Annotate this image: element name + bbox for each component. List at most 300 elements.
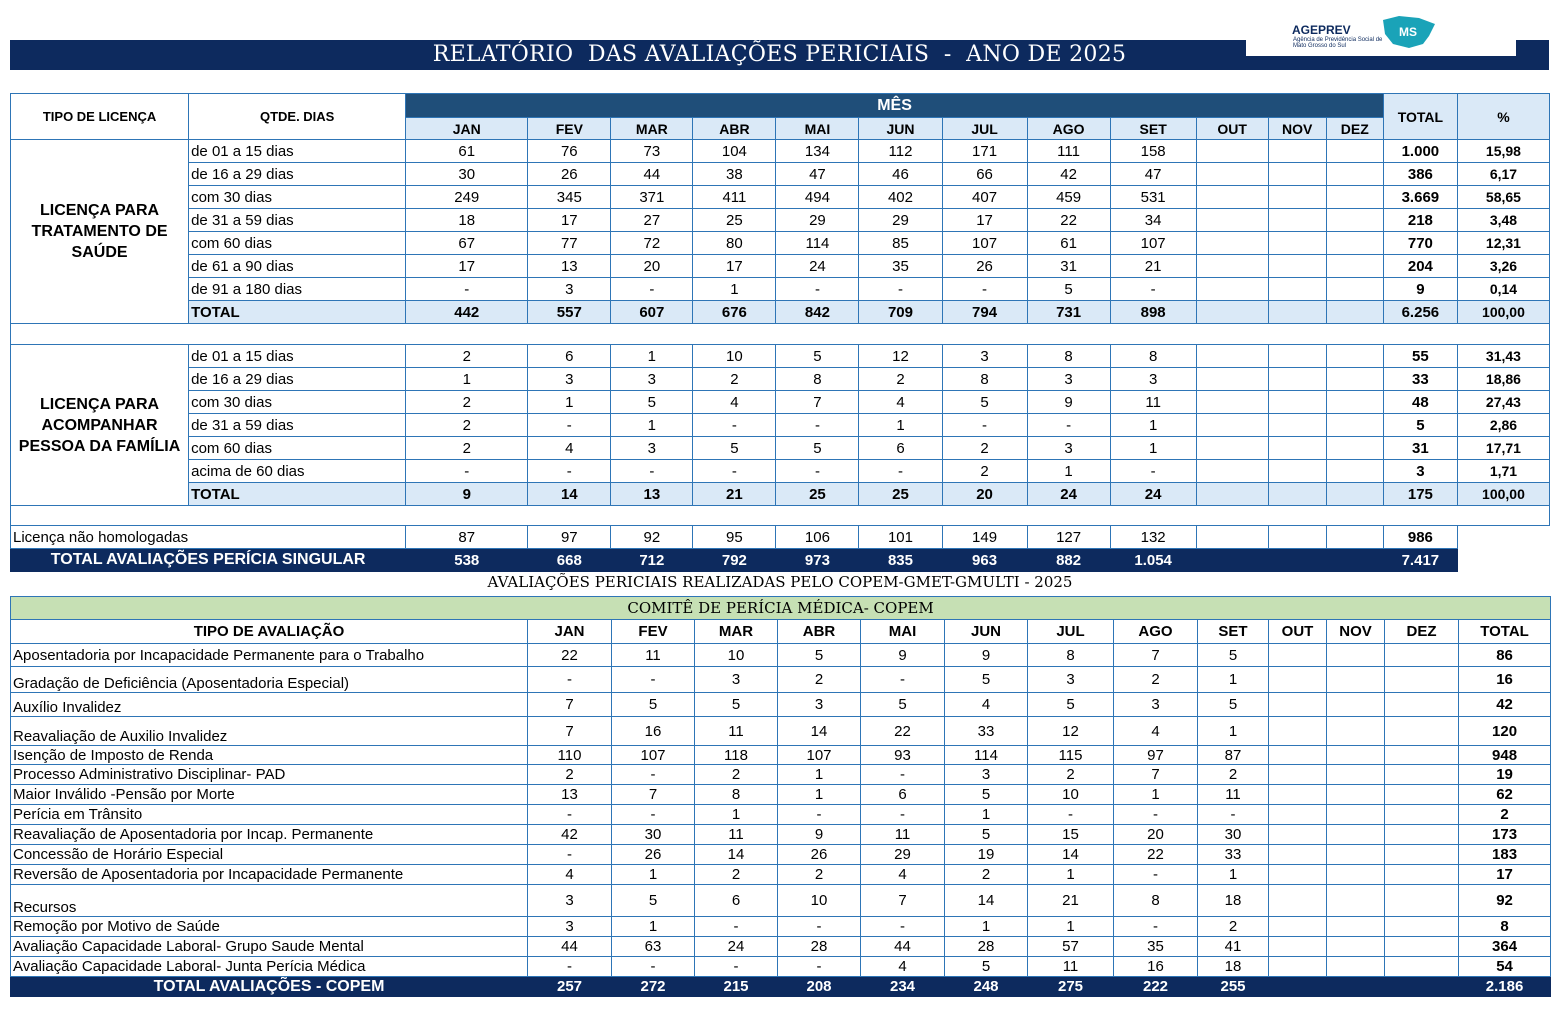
value-cell: [1326, 437, 1383, 460]
value-cell: 14: [945, 885, 1028, 917]
value-cell: 112: [859, 140, 942, 163]
value-cell: 22: [528, 644, 612, 667]
value-cell: 17: [942, 209, 1027, 232]
value-cell: -: [611, 460, 693, 483]
row-label: Maior Inválido -Pensão por Morte: [11, 785, 528, 805]
value-cell: 3: [1114, 693, 1198, 717]
value-cell: 5: [612, 693, 695, 717]
value-cell: 9: [861, 644, 945, 667]
value-cell: [1269, 785, 1327, 805]
value-cell: 47: [1110, 163, 1196, 186]
value-cell: 16: [612, 717, 695, 746]
month-header: MAR: [611, 118, 693, 140]
row-pct: 0,14: [1457, 278, 1549, 301]
value-cell: [1327, 805, 1385, 825]
value-cell: [1268, 368, 1326, 391]
value-cell: 2: [406, 345, 528, 368]
row-label: Licença não homologadas: [11, 526, 406, 549]
row-total: 364: [1459, 937, 1551, 957]
total-pct: 100,00: [1457, 301, 1549, 324]
row-label: com 60 dias: [189, 232, 406, 255]
total-value: 208: [778, 977, 861, 997]
header-tipo: TIPO DE LICENÇA: [11, 94, 189, 140]
value-cell: [1269, 917, 1327, 937]
row-pct: 1,71: [1457, 460, 1549, 483]
value-cell: 2: [1028, 765, 1114, 785]
value-cell: 2: [942, 460, 1027, 483]
value-cell: 2: [406, 414, 528, 437]
value-cell: 5: [1027, 278, 1110, 301]
value-cell: 11: [1110, 391, 1196, 414]
value-cell: 87: [1198, 746, 1269, 765]
header-total: TOTAL: [1383, 94, 1457, 140]
row-label: com 30 dias: [189, 391, 406, 414]
value-cell: 28: [778, 937, 861, 957]
month-header: ABR: [693, 118, 776, 140]
value-cell: 22: [1027, 209, 1110, 232]
total-value: 792: [693, 549, 776, 572]
value-cell: -: [612, 957, 695, 977]
value-cell: -: [778, 805, 861, 825]
value-cell: -: [1114, 917, 1198, 937]
value-cell: 8: [695, 785, 778, 805]
total-value: 234: [861, 977, 945, 997]
value-cell: 17: [693, 255, 776, 278]
value-cell: 4: [859, 391, 942, 414]
value-cell: [1268, 526, 1326, 549]
value-cell: 21: [1110, 255, 1196, 278]
row-label: de 91 a 180 dias: [189, 278, 406, 301]
value-cell: 4: [528, 437, 611, 460]
value-cell: 44: [861, 937, 945, 957]
value-cell: [1196, 368, 1268, 391]
value-cell: 1: [695, 805, 778, 825]
month-header: MAI: [861, 620, 945, 644]
value-cell: 80: [693, 232, 776, 255]
value-cell: [1326, 460, 1383, 483]
total-value: [1326, 301, 1383, 324]
row-label: Aposentadoria por Incapacidade Permanente para o Trabalho: [11, 644, 528, 667]
value-cell: [1269, 693, 1327, 717]
value-cell: 44: [611, 163, 693, 186]
value-cell: [1327, 644, 1385, 667]
total-value: [1268, 549, 1326, 572]
value-cell: [1326, 255, 1383, 278]
value-cell: -: [776, 460, 859, 483]
row-total: 986: [1383, 526, 1457, 549]
total-value: 709: [859, 301, 942, 324]
value-cell: -: [1110, 278, 1196, 301]
copem-subtitle: AVALIAÇÕES PERICIAIS REALIZADAS PELO COPEM-GMET-GMULTI - 2025: [487, 573, 1073, 591]
value-cell: 8: [1027, 345, 1110, 368]
row-total: 16: [1459, 667, 1551, 693]
row-total: 48: [1383, 391, 1457, 414]
total-value: 842: [776, 301, 859, 324]
month-header: FEV: [612, 620, 695, 644]
value-cell: 41: [1198, 937, 1269, 957]
total-value: 442: [406, 301, 528, 324]
total-value: 963: [942, 549, 1027, 572]
total-value: 835: [859, 549, 942, 572]
value-cell: 2: [693, 368, 776, 391]
row-total: 17: [1459, 865, 1551, 885]
month-header: AGO: [1027, 118, 1110, 140]
value-cell: 5: [945, 957, 1028, 977]
value-cell: 118: [695, 746, 778, 765]
value-cell: [1326, 345, 1383, 368]
value-cell: [1196, 232, 1268, 255]
value-cell: 7: [1114, 765, 1198, 785]
value-cell: 8: [1110, 345, 1196, 368]
value-cell: [1196, 140, 1268, 163]
value-cell: [1269, 765, 1327, 785]
value-cell: 106: [776, 526, 859, 549]
total-value: 24: [1110, 483, 1196, 506]
value-cell: 26: [528, 163, 611, 186]
total-value: 24: [1027, 483, 1110, 506]
value-cell: [1269, 805, 1327, 825]
value-cell: [1196, 414, 1268, 437]
value-cell: [1326, 526, 1383, 549]
total-value: 712: [611, 549, 693, 572]
grand-total: 175: [1383, 483, 1457, 506]
value-cell: 6: [859, 437, 942, 460]
month-header: SET: [1110, 118, 1196, 140]
value-cell: 33: [945, 717, 1028, 746]
value-cell: 12: [859, 345, 942, 368]
value-cell: 171: [942, 140, 1027, 163]
value-cell: [1385, 746, 1459, 765]
value-cell: 31: [1027, 255, 1110, 278]
value-cell: 30: [1198, 825, 1269, 845]
total-value: 255: [1198, 977, 1269, 997]
value-cell: [1268, 209, 1326, 232]
value-cell: 29: [859, 209, 942, 232]
value-cell: [1326, 414, 1383, 437]
table-row: [11, 667, 1551, 693]
value-cell: -: [859, 278, 942, 301]
value-cell: 85: [859, 232, 942, 255]
value-cell: -: [776, 414, 859, 437]
value-cell: 107: [778, 746, 861, 765]
value-cell: 18: [1198, 885, 1269, 917]
total-value: 222: [1114, 977, 1198, 997]
value-cell: 11: [861, 825, 945, 845]
value-cell: 16: [1114, 957, 1198, 977]
value-cell: 46: [859, 163, 942, 186]
spacer-cell: [11, 324, 1550, 345]
table-row: [11, 825, 1551, 845]
value-cell: 42: [528, 825, 612, 845]
table-row: [11, 937, 1551, 957]
row-total: 948: [1459, 746, 1551, 765]
value-cell: 63: [612, 937, 695, 957]
row-pct: 3,48: [1457, 209, 1549, 232]
value-cell: [1326, 278, 1383, 301]
value-cell: [1268, 391, 1326, 414]
value-cell: 44: [528, 937, 612, 957]
value-cell: 371: [611, 186, 693, 209]
total-row: [11, 301, 1550, 324]
value-cell: 3: [611, 368, 693, 391]
total-value: 898: [1110, 301, 1196, 324]
value-cell: 6: [528, 345, 611, 368]
value-cell: [1327, 917, 1385, 937]
row-total: 54: [1459, 957, 1551, 977]
value-cell: 101: [859, 526, 942, 549]
value-cell: 1: [1028, 865, 1114, 885]
row-label: Reavaliação de Auxilio Invalidez: [11, 717, 528, 746]
row-total: 5: [1383, 414, 1457, 437]
value-cell: [1268, 163, 1326, 186]
row-pct: 15,98: [1457, 140, 1549, 163]
row-label: Gradação de Deficiência (Aposentadoria Especial): [11, 667, 528, 693]
header-qtde: QTDE. DIAS: [189, 94, 406, 140]
month-header: DEZ: [1326, 118, 1383, 140]
row-total: 204: [1383, 255, 1457, 278]
table-row: [11, 765, 1551, 785]
row-label: com 30 dias: [189, 186, 406, 209]
value-cell: [1385, 765, 1459, 785]
value-cell: 10: [695, 644, 778, 667]
row-pct: 12,31: [1457, 232, 1549, 255]
month-header: JUN: [945, 620, 1028, 644]
value-cell: -: [693, 414, 776, 437]
month-header: MAR: [695, 620, 778, 644]
value-cell: -: [1114, 805, 1198, 825]
row-label: de 31 a 59 dias: [189, 414, 406, 437]
row-total: 55: [1383, 345, 1457, 368]
month-header: JUL: [942, 118, 1027, 140]
value-cell: [1385, 644, 1459, 667]
value-cell: [1268, 255, 1326, 278]
row-total: 92: [1459, 885, 1551, 917]
value-cell: -: [611, 278, 693, 301]
value-cell: [1327, 825, 1385, 845]
total-value: 9: [406, 483, 528, 506]
total-value: [1269, 977, 1327, 997]
value-cell: [1269, 957, 1327, 977]
value-cell: [1385, 693, 1459, 717]
value-cell: 13: [528, 785, 612, 805]
value-cell: [1268, 414, 1326, 437]
value-cell: 5: [695, 693, 778, 717]
value-cell: 26: [612, 845, 695, 865]
value-cell: [1385, 805, 1459, 825]
row-pct: 3,26: [1457, 255, 1549, 278]
group-label: LICENÇA PARA TRATAMENTO DE SAÚDE: [11, 140, 189, 324]
value-cell: 107: [942, 232, 1027, 255]
value-cell: -: [1027, 414, 1110, 437]
value-cell: 402: [859, 186, 942, 209]
total-value: 794: [942, 301, 1027, 324]
value-cell: 1: [528, 391, 611, 414]
table-row: [11, 717, 1551, 746]
value-cell: 249: [406, 186, 528, 209]
table-row: [11, 885, 1551, 917]
row-label: Remoção por Motivo de Saúde: [11, 917, 528, 937]
value-cell: [1196, 255, 1268, 278]
value-cell: [1269, 746, 1327, 765]
total-value: 973: [776, 549, 859, 572]
value-cell: 18: [406, 209, 528, 232]
month-header: SET: [1198, 620, 1269, 644]
value-cell: 5: [611, 391, 693, 414]
value-cell: 3: [528, 278, 611, 301]
total-label: TOTAL: [189, 483, 406, 506]
value-cell: 5: [1198, 644, 1269, 667]
month-header: JUN: [859, 118, 942, 140]
month-header: MAI: [776, 118, 859, 140]
value-cell: 11: [695, 825, 778, 845]
value-cell: [1326, 368, 1383, 391]
value-cell: 2: [945, 865, 1028, 885]
value-cell: [1327, 885, 1385, 917]
table-row: [11, 391, 1550, 414]
value-cell: 72: [611, 232, 693, 255]
value-cell: 1: [1110, 414, 1196, 437]
value-cell: 3: [1028, 667, 1114, 693]
value-cell: 66: [942, 163, 1027, 186]
value-cell: 134: [776, 140, 859, 163]
table-row: [11, 917, 1551, 937]
value-cell: [1268, 460, 1326, 483]
value-cell: 494: [776, 186, 859, 209]
total-value: 668: [528, 549, 611, 572]
value-cell: -: [942, 278, 1027, 301]
total-value: 248: [945, 977, 1028, 997]
value-cell: [1327, 667, 1385, 693]
month-header: OUT: [1196, 118, 1268, 140]
total-copem-row: [11, 977, 1551, 997]
value-cell: 7: [612, 785, 695, 805]
table-row: [11, 232, 1550, 255]
value-cell: 2: [942, 437, 1027, 460]
total-value: [1327, 977, 1385, 997]
month-header: JAN: [406, 118, 528, 140]
value-cell: 110: [528, 746, 612, 765]
total-value: [1326, 483, 1383, 506]
value-cell: 22: [861, 717, 945, 746]
row-pct: 58,65: [1457, 186, 1549, 209]
row-total: 183: [1459, 845, 1551, 865]
value-cell: [1385, 667, 1459, 693]
total-value: 14: [528, 483, 611, 506]
value-cell: 9: [778, 825, 861, 845]
month-header: NOV: [1268, 118, 1326, 140]
value-cell: 5: [776, 437, 859, 460]
value-cell: 114: [776, 232, 859, 255]
value-cell: 1: [1198, 865, 1269, 885]
header-pct: %: [1457, 94, 1549, 140]
value-cell: 76: [528, 140, 611, 163]
value-cell: -: [1114, 865, 1198, 885]
total-value: 607: [611, 301, 693, 324]
value-cell: -: [861, 917, 945, 937]
value-cell: -: [1028, 805, 1114, 825]
value-cell: 35: [1114, 937, 1198, 957]
row-pct: 31,43: [1457, 345, 1549, 368]
value-cell: 1: [612, 917, 695, 937]
row-total: 86: [1459, 644, 1551, 667]
value-cell: 3: [528, 368, 611, 391]
value-cell: 10: [778, 885, 861, 917]
value-cell: 5: [778, 644, 861, 667]
value-cell: [1269, 667, 1327, 693]
value-cell: -: [528, 805, 612, 825]
value-cell: -: [612, 667, 695, 693]
value-cell: 2: [1198, 765, 1269, 785]
value-cell: 97: [1114, 746, 1198, 765]
total-value: 25: [859, 483, 942, 506]
value-cell: 47: [776, 163, 859, 186]
value-cell: [1326, 140, 1383, 163]
value-cell: 104: [693, 140, 776, 163]
value-cell: [1196, 437, 1268, 460]
value-cell: 5: [612, 885, 695, 917]
value-cell: [1385, 885, 1459, 917]
total-value: 557: [528, 301, 611, 324]
row-label: acima de 60 dias: [189, 460, 406, 483]
value-cell: 73: [611, 140, 693, 163]
table-row: [11, 345, 1550, 368]
copem-table: [10, 596, 1551, 997]
value-cell: [1385, 865, 1459, 885]
total-value: 13: [611, 483, 693, 506]
value-cell: [1196, 391, 1268, 414]
table-row: [11, 805, 1551, 825]
value-cell: [1196, 163, 1268, 186]
value-cell: 8: [942, 368, 1027, 391]
value-cell: 6: [861, 785, 945, 805]
table-row: [11, 865, 1551, 885]
value-cell: 1: [406, 368, 528, 391]
value-cell: 8: [1114, 885, 1198, 917]
value-cell: 1: [945, 805, 1028, 825]
row-label: de 01 a 15 dias: [189, 140, 406, 163]
value-cell: [1327, 785, 1385, 805]
value-cell: 21: [1028, 885, 1114, 917]
value-cell: 61: [406, 140, 528, 163]
total-value: 257: [528, 977, 612, 997]
value-cell: 115: [1028, 746, 1114, 765]
table-row: [11, 644, 1551, 667]
row-label: Avaliação Capacidade Laboral- Junta Perícia Médica: [11, 957, 528, 977]
total-value: 215: [695, 977, 778, 997]
table-row: [11, 414, 1550, 437]
value-cell: [1327, 717, 1385, 746]
value-cell: 26: [778, 845, 861, 865]
value-cell: -: [861, 667, 945, 693]
value-cell: 407: [942, 186, 1027, 209]
row-total: 33: [1383, 368, 1457, 391]
row-total: 42: [1459, 693, 1551, 717]
value-cell: 67: [406, 232, 528, 255]
grand-total: 6.256: [1383, 301, 1457, 324]
value-cell: [1196, 526, 1268, 549]
value-cell: 114: [945, 746, 1028, 765]
row-label: de 16 a 29 dias: [189, 163, 406, 186]
value-cell: 93: [861, 746, 945, 765]
value-cell: [1268, 140, 1326, 163]
value-cell: 2: [695, 765, 778, 785]
total-value: 1.054: [1110, 549, 1196, 572]
value-cell: -: [612, 805, 695, 825]
spacer-row: [11, 506, 1550, 526]
row-total: 386: [1383, 163, 1457, 186]
value-cell: [1269, 937, 1327, 957]
value-cell: [1385, 957, 1459, 977]
